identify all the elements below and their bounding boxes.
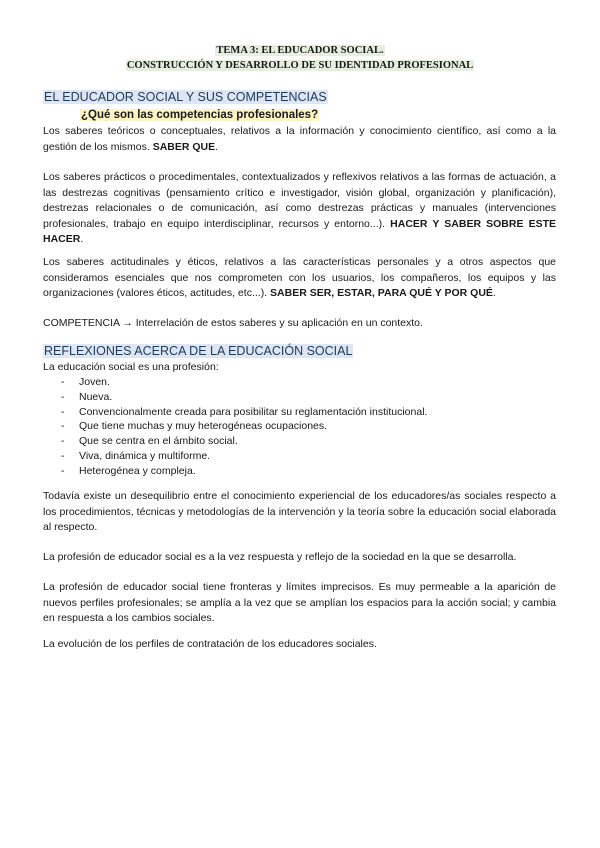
list-item: - Viva, dinámica y multiforme. [59, 449, 427, 464]
title-line-2-text: CONSTRUCCIÓN Y DESARROLLO DE SU IDENTIDAD PROFESIONAL [126, 60, 474, 71]
paragraph-text: Los saberes teóricos o conceptuales, relativos a la información y conocimiento científico, así como a la gestión de los mismos. [43, 125, 556, 153]
list-item: - Joven. [59, 375, 427, 390]
paragraph-bold: HACER Y SABER SOBRE ESTE HACER [43, 217, 556, 245]
paragraph-text: Los saberes prácticos o procedimentales, contextualizados y reflexivos relativos a las formas de actuación, a las destrezas cognitivas (pensamiento crítico e investigador, visión global, organización y planificación), destrezas relacionales o de comunicación, así como destrezas prácticas y manuales (intervenciones profesionales, trabajo en equipo interdisciplinar, recursos y entorno...). [43, 171, 556, 230]
paragraph-text: Los saberes actitudinales y éticos, relativos a las características personales y a otros aspectos que consideramos esenciales que nos comprometen con los usuarios, los compañeros, los equipos y las organizaciones (valores éticos, actitudes, etc...). [43, 256, 556, 299]
paragraph-saber-hacer [43, 170, 556, 248]
paragraph-fronteras: La profesión de educador social tiene fronteras y límites imprecisos. Es muy permeable a la aparición de nuevos perfiles profesionales; se amplía a la vez que se amplían los espacios para la acción social; y cambia en respuesta a los cambios sociales. [43, 581, 556, 624]
list-item: - Heterogénea y compleja. [59, 464, 427, 479]
paragraph-evolucion: La evolución de los perfiles de contratación de los educadores sociales. [43, 638, 377, 650]
subheading-competencias-text: ¿Qué son las competencias profesionales? [81, 109, 319, 121]
section-heading-reflexiones-text: REFLEXIONES ACERCA DE LA EDUCACIÓN SOCIAL [44, 344, 353, 358]
section-heading-reflexiones [43, 344, 353, 359]
list-item: - Convencionalmente creada para posibilitar su reglamentación institucional. [59, 405, 427, 420]
paragraph-end: . [215, 140, 219, 153]
subheading-competencias [80, 108, 319, 123]
paragraph-intro: La educación social es una profesión: [43, 361, 219, 373]
paragraph-bold: SABER SER, ESTAR, PARA QUÉ Y POR QUÉ [270, 287, 493, 299]
list-item: - Que se centra en el ámbito social. [59, 434, 427, 449]
paragraph-respuesta-reflejo: La profesión de educador social es a la vez respuesta y reflejo de la sociedad en la que se desarrolla. [43, 551, 517, 563]
paragraph-end: . [80, 233, 84, 245]
title-line-1-text: TEMA 3: EL EDUCADOR SOCIAL. [216, 45, 384, 56]
paragraph-desequilibrio: Todavía existe un desequilibrio entre el conocimiento experiencial de los educadores/as sociales respecto a los procedimientos, técnicas y metodologías de la intervención y la teoría sobre la educación social elaborada al respecto. [43, 490, 556, 533]
title-line-2 [0, 58, 600, 73]
paragraph-bold: SABER QUE [152, 140, 216, 153]
list-item: - Nueva. [59, 390, 427, 405]
paragraph-end: . [492, 287, 496, 299]
paragraph-competencia-definition: COMPETENCIA → Interrelación de estos saberes y su aplicación en un contexto. [43, 317, 423, 329]
profession-traits-list [59, 375, 427, 479]
title-line-1 [0, 43, 600, 58]
paragraph-saber-que [43, 124, 556, 155]
section-heading-competencias [43, 90, 328, 105]
section-heading-competencias-text: EL EDUCADOR SOCIAL Y SUS COMPETENCIAS [44, 90, 327, 104]
paragraph-saber-ser [43, 255, 556, 302]
list-item: - Que tiene muchas y muy heterogéneas ocupaciones. [59, 419, 427, 434]
